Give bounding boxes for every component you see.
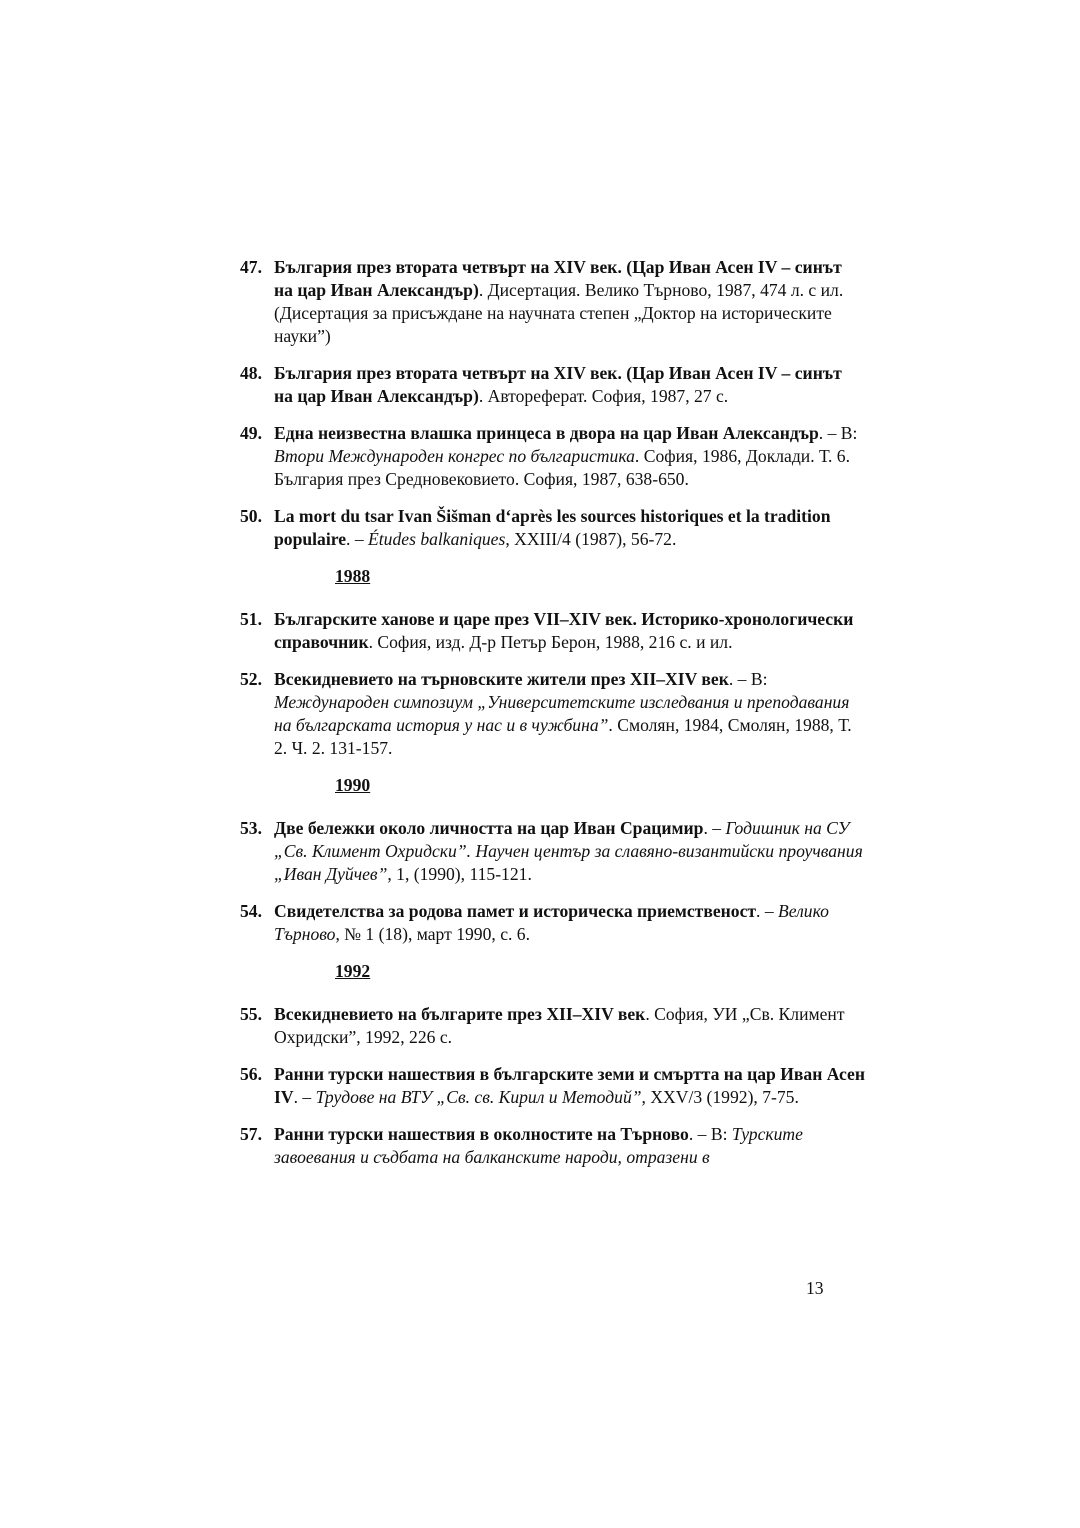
- entry-title: Всекидневието на българите през XII–XIV век: [274, 1004, 646, 1024]
- bibliography-entry-53: [240, 817, 865, 886]
- entry-details: . София, 1986, Доклади. Т. 6. България през Средновековието. София, 1987, 638-650.: [274, 446, 850, 489]
- entry-separator: . – В:: [728, 669, 768, 689]
- entry-separator: . – В:: [688, 1124, 732, 1144]
- entry-details: , XXIII/4 (1987), 56-72.: [505, 529, 677, 549]
- entry-source: Велико Търново: [274, 901, 829, 944]
- year-heading-1992: 1992: [335, 961, 371, 981]
- entry-number: 47.: [240, 257, 262, 277]
- entry-title: Всекидневието на търновските жители през XII–XIV век: [274, 669, 729, 689]
- entry-details: , № 1 (18), март 1990, с. 6.: [335, 924, 530, 944]
- bibliography-list: [240, 256, 865, 1183]
- entry-number: 57.: [240, 1124, 262, 1144]
- entry-title: Ранни турски нашествия в околностите на Търново: [274, 1124, 689, 1144]
- entry-number: 52.: [240, 669, 262, 689]
- bibliography-entry-50: [240, 505, 865, 551]
- entry-title: Ранни турски нашествия в българските земи и смъртта на цар Иван Асен IV: [274, 1064, 865, 1107]
- entry-number: 56.: [240, 1064, 262, 1084]
- entry-details: . Автореферат. София, 1987, 27 с.: [478, 386, 729, 406]
- entry-source: Международен симпозиум „Университетските изследвания и преподавания на българската история у нас и в чужбина”: [274, 692, 850, 735]
- entry-title: България през втората четвърт на XIV век. (Цар Иван Асен IV – синът на цар Иван Александър): [274, 363, 842, 406]
- entry-number: 55.: [240, 1004, 262, 1024]
- entry-text: [274, 817, 865, 886]
- bibliography-entry-47: [240, 256, 865, 348]
- bibliography-entry-54: [240, 900, 865, 946]
- entry-text: [274, 362, 865, 408]
- entry-details: , 1, (1990), 115-121.: [387, 864, 532, 884]
- entry-number: 53.: [240, 818, 262, 838]
- bibliography-entry-48: [240, 362, 865, 408]
- entry-details: . Смолян, 1984, Смолян, 1988, Т. 2. Ч. 2. 131-157.: [274, 715, 852, 758]
- entry-number: 48.: [240, 363, 262, 383]
- entry-source: Études balkaniques: [368, 529, 506, 549]
- entry-details: . Дисертация. Велико Търново, 1987, 474 л. с ил. (Дисертация за присъждане на научната степен „Доктор на историческите науки”): [274, 280, 844, 346]
- entry-title: Една неизвестна влашка принцеса в двора на цар Иван Александър: [274, 423, 819, 443]
- entry-number: 49.: [240, 423, 262, 443]
- entry-source: Трудове на ВТУ „Св. св. Кирил и Методий”: [315, 1087, 642, 1107]
- entry-number: 51.: [240, 609, 262, 629]
- bibliography-entry-56: [240, 1063, 865, 1109]
- bibliography-entry-57: [240, 1123, 865, 1169]
- bibliography-entry-51: [240, 608, 865, 654]
- entry-details: , XXV/3 (1992), 7-75.: [641, 1087, 799, 1107]
- entry-details: . София, изд. Д-р Петър Берон, 1988, 216 с. и ил.: [368, 632, 733, 652]
- entry-title: Българските ханове и царе през VII–XIV век. Историко-хронологически справочник: [274, 609, 854, 652]
- entry-title: Две бележки около личността на цар Иван Срацимир: [274, 818, 704, 838]
- entry-text: [274, 900, 865, 946]
- entry-separator: . –: [346, 529, 369, 549]
- bibliography-entry-55: [240, 1003, 865, 1049]
- entry-text: [274, 668, 865, 760]
- year-heading-1990: 1990: [335, 775, 371, 795]
- entry-separator: . –: [703, 818, 726, 838]
- page-number: 13: [806, 1278, 824, 1298]
- entry-source: Втори Международен конгрес по българистика: [274, 446, 635, 466]
- entry-title: България през втората четвърт на XIV век. (Цар Иван Асен IV – синът на цар Иван Александър): [274, 257, 842, 300]
- entry-separator: . –: [756, 901, 779, 921]
- entry-title: Свидетелства за родова памет и историческа приемственост: [274, 901, 757, 921]
- entry-text: [274, 422, 865, 491]
- bibliography-entry-49: [240, 422, 865, 491]
- entry-details: . София, УИ „Св. Климент Охридски”, 1992, 226 с.: [274, 1004, 845, 1047]
- entry-text: [274, 608, 865, 654]
- entry-source: Годишник на СУ „Св. Климент Охридски”. Научен център за славяно-византийски проучвания „Иван Дуйчев”: [274, 818, 863, 884]
- entry-text: [274, 505, 865, 551]
- bibliography-entry-52: [240, 668, 865, 760]
- entry-separator: . –: [293, 1087, 316, 1107]
- entry-text: [274, 1123, 865, 1169]
- entry-text: [274, 1063, 865, 1109]
- entry-number: 54.: [240, 901, 262, 921]
- entry-source: Турските завоевания и съдбата на балканските народи, отразени в: [274, 1124, 803, 1167]
- entry-separator: . – В:: [818, 423, 858, 443]
- entry-text: [274, 256, 865, 348]
- entry-number: 50.: [240, 506, 262, 526]
- entry-title: La mort du tsar Ivan Šišman d‘après les sources historiques et la tradition populaire: [274, 506, 831, 549]
- year-heading-1988: 1988: [335, 566, 371, 586]
- entry-text: [274, 1003, 865, 1049]
